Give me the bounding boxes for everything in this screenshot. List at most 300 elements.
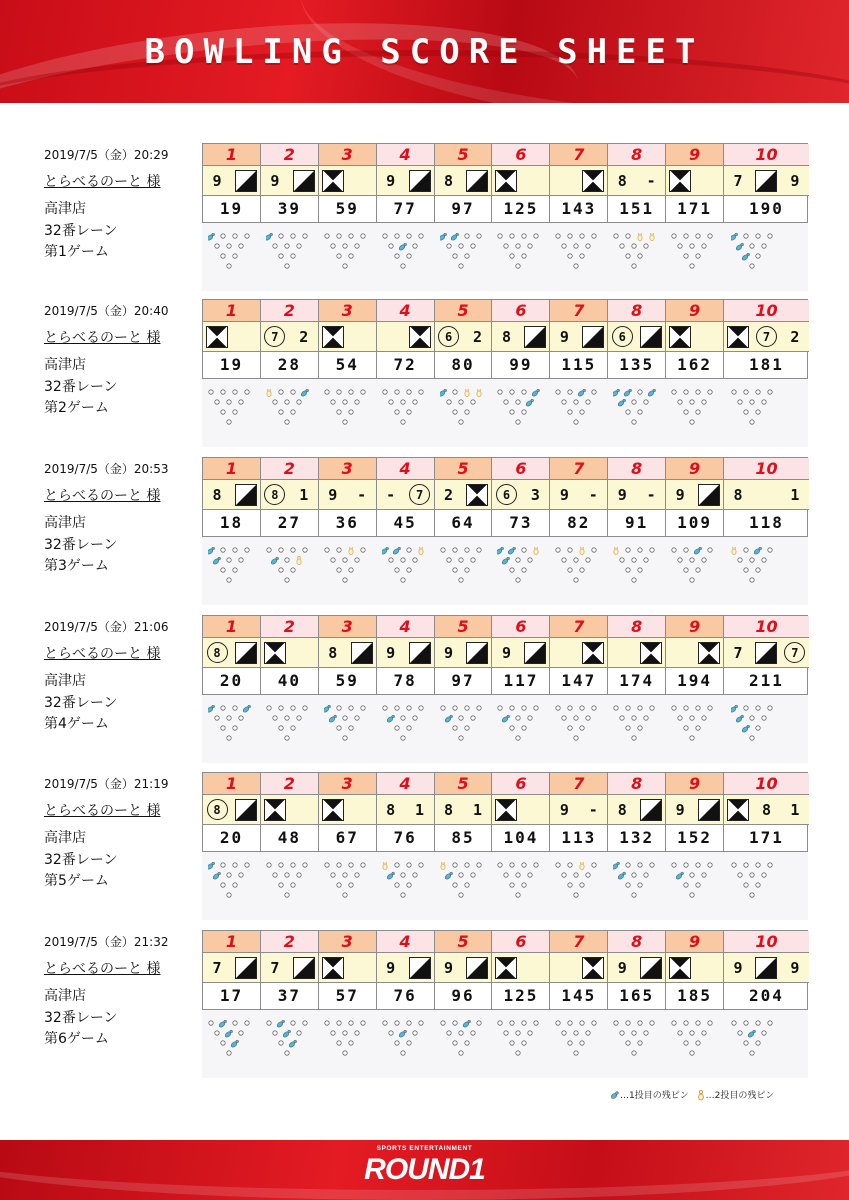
- standing-pin-3: [233, 568, 237, 572]
- standing-pin-5: [516, 716, 520, 720]
- roll-2: [754, 169, 778, 193]
- player-name[interactable]: とらべるのーと 様: [44, 330, 161, 346]
- pin-diagram-1: [202, 387, 260, 443]
- frame-2: [261, 458, 319, 536]
- player-name[interactable]: とらべるのーと 様: [44, 488, 161, 504]
- standing-pin-10: [361, 1021, 365, 1025]
- standing-pin-8: [684, 863, 688, 867]
- pin-row: [202, 1018, 808, 1074]
- pin-diagram-4: [376, 703, 434, 759]
- roll-1: [205, 483, 229, 507]
- first-roll-pin-4: [502, 715, 510, 723]
- frame-number: 6: [492, 616, 549, 638]
- standing-pin-3: [406, 883, 410, 887]
- pin-count: 2: [299, 327, 309, 346]
- roll-1: [205, 169, 229, 193]
- store-name: 高津店: [44, 515, 86, 531]
- pin-diagram: [731, 233, 779, 273]
- roll-2: [523, 798, 547, 822]
- split-mark: 6: [612, 326, 633, 347]
- standing-pin-3: [580, 726, 584, 730]
- pin-diagram: [731, 1020, 779, 1060]
- spare-mark: [755, 170, 777, 192]
- frame-9: [666, 144, 724, 222]
- frame-10: [724, 144, 809, 222]
- standing-pin-7: [325, 390, 329, 394]
- pin-diagram-6: [491, 545, 549, 601]
- standing-pin-9: [464, 706, 468, 710]
- pin-count: 7: [733, 643, 743, 662]
- standing-pin-7: [267, 548, 271, 552]
- standing-pin-8: [394, 1021, 398, 1025]
- standing-pin-5: [343, 400, 347, 404]
- standing-pin-5: [458, 1031, 462, 1035]
- standing-pin-4: [388, 558, 392, 562]
- roll-1: [610, 798, 634, 822]
- pin-diagram-1: [202, 545, 260, 601]
- standing-pin-5: [690, 400, 694, 404]
- frame-10: [724, 773, 809, 851]
- frame-score: 91: [625, 513, 649, 532]
- frame-9: [666, 458, 724, 536]
- standing-pin-9: [406, 863, 410, 867]
- pin-diagram: [266, 1020, 314, 1060]
- standing-pin-3: [756, 568, 760, 572]
- standing-pin-6: [412, 558, 416, 562]
- frame-rolls: [666, 953, 723, 983]
- roll-2: [350, 956, 374, 980]
- spare-mark: [698, 484, 720, 506]
- second-roll-pin-10: [419, 547, 423, 555]
- standing-pin-3: [291, 410, 295, 414]
- frame-number: 8: [608, 931, 665, 953]
- player-name[interactable]: とらべるのーと 様: [44, 174, 161, 190]
- roll-1: [610, 956, 634, 980]
- pin-count: -: [588, 485, 598, 504]
- frame-number: 1: [203, 616, 260, 638]
- frame-number: 7: [550, 300, 607, 322]
- standing-pin-5: [750, 716, 754, 720]
- standing-pin-2: [684, 1041, 688, 1045]
- frame-4: [377, 458, 435, 536]
- frame-6: [492, 773, 550, 851]
- standing-pin-8: [337, 234, 341, 238]
- standing-pin-8: [221, 863, 225, 867]
- standing-pin-1: [458, 578, 462, 582]
- strike-mark: [495, 957, 517, 979]
- standing-pin-2: [626, 726, 630, 730]
- standing-pin-10: [303, 548, 307, 552]
- frame-2: [261, 773, 319, 851]
- roll-2: [408, 169, 432, 193]
- standing-pin-5: [343, 716, 347, 720]
- lane-number: 32番レーン: [44, 1010, 118, 1026]
- standing-pin-5: [400, 558, 404, 562]
- standing-pin-10: [418, 706, 422, 710]
- frame-score: 125: [503, 986, 539, 1005]
- standing-pin-6: [644, 1031, 648, 1035]
- standing-pin-7: [556, 548, 560, 552]
- game-date: 2019/7/5（金）20:29: [44, 148, 169, 162]
- frame-rolls: [666, 166, 723, 196]
- frame-number: 2: [261, 144, 318, 166]
- first-roll-pin-8: [623, 389, 631, 397]
- roll-2: [697, 169, 721, 193]
- standing-pin-5: [574, 1031, 578, 1035]
- strike-mark: [495, 170, 517, 192]
- roll-1: [263, 169, 287, 193]
- standing-pin-3: [696, 726, 700, 730]
- frame-rolls: [608, 480, 665, 510]
- player-name[interactable]: とらべるのーと 様: [44, 961, 161, 977]
- pin-count: 9: [386, 171, 396, 190]
- standing-pin-6: [355, 873, 359, 877]
- first-roll-pin-4: [617, 872, 625, 880]
- second-roll-pin-6: [297, 556, 301, 564]
- spare-mark: [293, 957, 315, 979]
- roll-2: [292, 169, 316, 193]
- frame-number: 5: [435, 300, 492, 322]
- pin-diagram: [613, 233, 661, 273]
- standing-pin-9: [349, 1021, 353, 1025]
- pin-count: 9: [444, 958, 454, 977]
- pin-count: -: [646, 171, 656, 190]
- pin-diagram-6: [491, 231, 549, 287]
- standing-pin-5: [632, 400, 636, 404]
- lane-number: 32番レーン: [44, 379, 118, 395]
- roll-3: [783, 798, 807, 822]
- pin-diagram-10: [723, 231, 808, 287]
- standing-pin-10: [303, 706, 307, 710]
- standing-pin-5: [285, 873, 289, 877]
- roll-1: [263, 641, 287, 665]
- frame-3: [319, 458, 377, 536]
- standing-pin-10: [708, 863, 712, 867]
- frame-score: 40: [277, 671, 301, 690]
- pin-diagram: [555, 389, 603, 429]
- pin-diagram: [208, 705, 256, 745]
- pin-count: 1: [415, 800, 425, 819]
- frame-number: 5: [435, 144, 492, 166]
- score-sheet: [202, 143, 808, 291]
- frame-score: 18: [219, 513, 244, 532]
- frame-score: 118: [749, 513, 784, 532]
- roll-2: [697, 325, 721, 349]
- strike-mark: [669, 957, 691, 979]
- roll-2: [292, 483, 316, 507]
- frame-9: [666, 616, 724, 694]
- roll-2: [783, 483, 807, 507]
- standing-pin-5: [227, 558, 231, 562]
- standing-pin-10: [476, 234, 480, 238]
- spare-mark: [235, 957, 257, 979]
- pin-diagram: [208, 389, 256, 429]
- standing-pin-1: [516, 893, 520, 897]
- frame-number: 1: [203, 458, 260, 480]
- frame-number: 9: [666, 144, 723, 166]
- standing-pin-1: [285, 578, 289, 582]
- spare-mark: [640, 326, 662, 348]
- pin-count: 9: [212, 171, 222, 190]
- frame-number: 1: [203, 773, 260, 795]
- standing-pin-4: [562, 873, 566, 877]
- first-roll-pin-7: [208, 862, 215, 870]
- standing-pin-8: [684, 234, 688, 238]
- roll-1: [263, 956, 287, 980]
- standing-pin-9: [696, 706, 700, 710]
- roll-2: [639, 956, 663, 980]
- frame-number: 8: [608, 458, 665, 480]
- pin-row: [202, 860, 808, 916]
- pin-diagram-9: [665, 231, 723, 287]
- footer-banner: [0, 1140, 849, 1200]
- first-roll-pin-7: [440, 233, 447, 241]
- standing-pin-4: [273, 1031, 277, 1035]
- spare-mark: [409, 170, 431, 192]
- roll-2: [581, 956, 605, 980]
- standing-pin-6: [239, 873, 243, 877]
- standing-pin-4: [562, 244, 566, 248]
- standing-pin-1: [516, 1051, 520, 1055]
- roll-1: [379, 325, 403, 349]
- standing-pin-5: [690, 716, 694, 720]
- standing-pin-10: [476, 706, 480, 710]
- standing-pin-3: [349, 410, 353, 414]
- game-number: 第3ゲーム: [44, 558, 109, 574]
- standing-pin-7: [440, 706, 444, 710]
- standing-pin-4: [504, 1031, 508, 1035]
- strike-mark: [582, 642, 604, 664]
- standing-pin-10: [303, 1021, 307, 1025]
- player-name[interactable]: とらべるのーと 様: [44, 803, 161, 819]
- roll-2: [581, 483, 605, 507]
- standing-pin-7: [498, 234, 502, 238]
- standing-pin-4: [215, 244, 219, 248]
- standing-pin-3: [696, 410, 700, 414]
- frame-score: 72: [393, 355, 417, 374]
- standing-pin-2: [684, 568, 688, 572]
- roll-3: [783, 169, 807, 193]
- standing-pin-6: [412, 1031, 416, 1035]
- standing-pin-2: [510, 1041, 514, 1045]
- standing-pin-3: [522, 410, 526, 414]
- player-name[interactable]: とらべるのーと 様: [44, 646, 161, 662]
- pin-count: -: [588, 800, 598, 819]
- standing-pin-10: [768, 234, 772, 238]
- standing-pin-7: [325, 234, 329, 238]
- pin-count: 9: [559, 485, 569, 504]
- pin-count: 2: [472, 327, 482, 346]
- standing-pin-1: [750, 264, 754, 268]
- strike-mark: [698, 642, 720, 664]
- frame-rolls: [261, 322, 318, 352]
- standing-pin-1: [343, 1051, 347, 1055]
- standing-pin-1: [574, 420, 578, 424]
- frame-rolls: [261, 166, 318, 196]
- game-card: [0, 772, 849, 922]
- second-roll-pin-7: [267, 389, 271, 397]
- standing-pin-10: [592, 390, 596, 394]
- standing-pin-2: [744, 568, 748, 572]
- standing-pin-3: [522, 726, 526, 730]
- standing-pin-7: [672, 863, 676, 867]
- standing-pin-8: [510, 234, 514, 238]
- standing-pin-3: [406, 568, 410, 572]
- standing-pin-6: [297, 400, 301, 404]
- frame-score: 143: [561, 199, 597, 218]
- frame-3: [319, 616, 377, 694]
- standing-pin-2: [684, 883, 688, 887]
- frame-1: [203, 144, 261, 222]
- standing-pin-2: [626, 1041, 630, 1045]
- frame-number: 3: [319, 458, 376, 480]
- standing-pin-7: [556, 863, 560, 867]
- standing-pin-7: [498, 706, 502, 710]
- frame-rolls: [435, 322, 492, 352]
- roll-1: [437, 956, 461, 980]
- frame-rolls: [550, 638, 607, 668]
- game-number: 第2ゲーム: [44, 400, 109, 416]
- standing-pin-7: [382, 234, 386, 238]
- frame-number: 2: [261, 931, 318, 953]
- standing-pin-2: [626, 410, 630, 414]
- frame-number: 10: [724, 931, 809, 953]
- frame-rolls: [550, 795, 607, 825]
- standing-pin-3: [638, 410, 642, 414]
- standing-pin-2: [684, 726, 688, 730]
- pin-diagram-3: [318, 703, 376, 759]
- frame-number: 6: [492, 300, 549, 322]
- standing-pin-4: [678, 1031, 682, 1035]
- standing-pin-4: [620, 1031, 624, 1035]
- frame-5: [435, 931, 493, 1009]
- frame-10: [724, 300, 809, 378]
- lane-number: 32番レーン: [44, 695, 118, 711]
- first-roll-pin-4: [212, 872, 220, 880]
- standing-pin-8: [684, 390, 688, 394]
- pin-count: 9: [328, 485, 338, 504]
- game-card: [0, 299, 849, 449]
- standing-pin-1: [227, 1051, 231, 1055]
- standing-pin-5: [285, 244, 289, 248]
- roll-1: [726, 641, 750, 665]
- frame-rolls: [608, 322, 665, 352]
- standing-pin-5: [285, 558, 289, 562]
- standing-pin-5: [632, 1031, 636, 1035]
- standing-pin-9: [756, 390, 760, 394]
- frame-rolls: [203, 795, 260, 825]
- standing-pin-2: [394, 883, 398, 887]
- standing-pin-6: [762, 1031, 766, 1035]
- standing-pin-1: [516, 264, 520, 268]
- roll-2: [697, 798, 721, 822]
- standing-pin-7: [267, 1021, 271, 1025]
- frame-7: [550, 144, 608, 222]
- standing-pin-6: [470, 244, 474, 248]
- standing-pin-1: [400, 893, 404, 897]
- standing-pin-5: [516, 1031, 520, 1035]
- standing-pin-7: [672, 390, 676, 394]
- pin-diagram-7: [549, 1018, 607, 1074]
- pin-diagram-4: [376, 860, 434, 916]
- first-roll-pin-5: [747, 1030, 755, 1038]
- frame-rolls: [666, 638, 723, 668]
- roll-1: [321, 325, 345, 349]
- standing-pin-9: [638, 706, 642, 710]
- standing-pin-8: [394, 390, 398, 394]
- game-card: [0, 930, 849, 1080]
- roll-1: [379, 169, 403, 193]
- roll-1: [668, 483, 692, 507]
- standing-pin-3: [233, 883, 237, 887]
- standing-pin-4: [331, 244, 335, 248]
- standing-pin-8: [744, 1021, 748, 1025]
- standing-pin-4: [738, 400, 742, 404]
- standing-pin-8: [279, 863, 283, 867]
- first-roll-pin-3: [288, 1040, 296, 1048]
- standing-pin-2: [221, 726, 225, 730]
- pin-diagram: [555, 862, 603, 902]
- standing-pin-8: [279, 390, 283, 394]
- standing-pin-1: [574, 1051, 578, 1055]
- roll-2: [581, 325, 605, 349]
- standing-pin-6: [586, 400, 590, 404]
- standing-pin-9: [406, 1021, 410, 1025]
- standing-pin-3: [580, 1041, 584, 1045]
- standing-pin-4: [678, 716, 682, 720]
- roll-2: [292, 798, 316, 822]
- roll-1: [610, 169, 634, 193]
- split-mark: 8: [207, 799, 228, 820]
- standing-pin-6: [355, 558, 359, 562]
- frame-rolls: [550, 322, 607, 352]
- pin-diagram-10: [723, 387, 808, 443]
- standing-pin-10: [245, 234, 249, 238]
- standing-pin-8: [279, 548, 283, 552]
- standing-pin-7: [672, 548, 676, 552]
- strike-mark: [640, 642, 662, 664]
- first-roll-pin-7: [440, 389, 447, 397]
- standing-pin-1: [285, 1051, 289, 1055]
- standing-pin-2: [568, 410, 572, 414]
- standing-pin-6: [702, 716, 706, 720]
- frame-4: [377, 616, 435, 694]
- roll-2: [581, 798, 605, 822]
- spare-mark: [755, 642, 777, 664]
- strike-mark: [466, 484, 488, 506]
- frame-rolls: [724, 638, 809, 668]
- frame-number: 6: [492, 773, 549, 795]
- pin-count: 8: [617, 171, 627, 190]
- roll-2: [523, 483, 547, 507]
- pin-diagram: [731, 705, 779, 745]
- frame-rolls: [435, 166, 492, 196]
- standing-pin-3: [696, 1041, 700, 1045]
- roll-1: [610, 641, 634, 665]
- roll-1: [321, 483, 345, 507]
- standing-pin-4: [446, 400, 450, 404]
- standing-pin-4: [446, 244, 450, 248]
- first-roll-pin-4: [444, 715, 452, 723]
- frame-rolls: [319, 953, 376, 983]
- pin-diagram: [208, 1020, 256, 1060]
- pin-diagram: [440, 389, 488, 429]
- standing-pin-9: [349, 863, 353, 867]
- pin-diagram: [731, 862, 779, 902]
- frame-rolls: [261, 638, 318, 668]
- frame-10: [724, 616, 809, 694]
- frame-score: 73: [509, 513, 533, 532]
